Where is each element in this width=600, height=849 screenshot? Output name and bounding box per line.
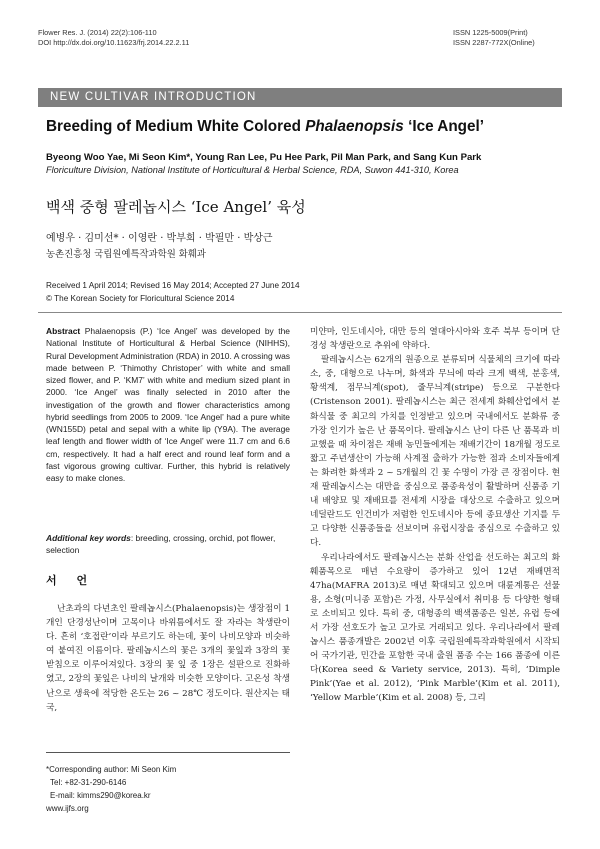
right-paragraph-2: 팔레놉시스는 62개의 원종으로 분류되며 식물체의 크기에 따라 소, 중, 대형으로 나누며, 화색과 무늬에 따라 크게 백색, 분홍색, 황색계, 점무늬계(spot), 줄무늬계(stripe) 등으로 구분한다(Cristenson 2001). 팔레놉시스는 최근 전세계 화훼산업에서 분화식물 중 최고의 가치를 인정받고 있으며 국내에서도 분화류 중 가장 인기가 높은 난 품목이다. 팔레놉시스 난이 다른 난 품목과 비교했을 때 차이점은 재배 농민들에게는 재배기간이 18개월 정도로 짧고 주년생산이 가능해 사계절 출하가 가능한 점과 소비자들에게는 화려한 화색과 2 ~ 5개월의 긴 꽃 수명이 가장 큰 장점이다. 현재 팔레놉시스는 대만을 중심으로 품종육성이 활발하며 신품종 기내 배양묘 및 재배묘를 전세계 시장을 대상으로 수출하고 있으며 네덜란드도 인건비가 저렴한 인도네시아 등에 종묘생산 기지를 두고 다양한 신품종들을 선보이며 유럽시장을 중심으로 수출하고 있다.	[310, 355, 560, 549]
section-band: NEW CULTIVAR INTRODUCTION	[38, 88, 562, 107]
title-genus: Phalaenopsis	[305, 118, 404, 135]
journal-citation: Flower Res. J. (2014) 22(2):106-110	[38, 28, 157, 37]
paper-title	[46, 118, 566, 136]
korean-title: 백색 중형 팔레놉시스 ‘Ice Angel’ 육성	[46, 198, 306, 216]
intro-paragraph-left: 난초과의 다년초인 팔레놉시스(Phalaenopsis)는 생장점이 1개인 단경성난이며 고목이나 바위틈에서도 잘 자라는 착생란이다. 흔히 ‘호접란’이라 부르기도 하는데, 꽃이 나비모양과 비슷하여 붙여진 이름이다. 팔레놉시스의 꽃은 3개의 꽃잎과 3장의 꽃받침으로 이루어져있다. 3장의 꽃 잎 중 1장은 설판으로 진화하였고, 2장의 꽃잎은 나비의 날개와 비슷한 모양이다. 고온성 착생난으로 생육에 적당한 온도는 26 ~ 28℃ 정도이다. 원산지는 태국,	[46, 604, 290, 713]
korean-affiliation: 농촌진흥청 국립원예특작과학원 화훼과	[46, 249, 206, 260]
issn-print: ISSN 1225-5009(Print)	[453, 28, 528, 37]
keywords-label: Additional key words	[46, 533, 131, 543]
copyright-line: © The Korean Society for Floricultural Science 2014	[46, 293, 235, 303]
intro-heading: 서 언	[46, 574, 96, 587]
corresponding-author: *Corresponding author: Mi Seon Kim	[46, 765, 177, 774]
right-column	[310, 325, 560, 706]
received-dates: Received 1 April 2014; Revised 16 May 2014; Accepted 27 June 2014	[46, 281, 300, 290]
title-pre: Breeding of Medium White Colored	[46, 118, 306, 135]
journal-website-link[interactable]: www.ijfs.org	[46, 804, 89, 813]
abstract	[46, 325, 290, 484]
article-dates	[46, 280, 300, 305]
right-paragraph-3: 우리나라에서도 팔레놉시스는 분화 산업을 선도하는 최고의 화훼품목으로 매년 수요량이 증가하고 있어 12년 재배면적 47ha(MAFRA 2013)로 매년 확대되고 있으며 대륜계통은 선물용, 소형(미니종 포함)은 가정, 사무실에서 취미용 등 다양한 형태로 소비되고 있다. 특히 중, 대형종의 백색품종은 일본, 유럽 등에서 가장 선호도가 높고 고가로 거래되고 있다. 우리나라에서 팔레놉시스 품종개발은 2002년 이후 국립원예특작과학원에서 시작되어 국가기관, 민간을 포함한 국내 출원 품종 수는 166 품종에 이른다(Korea seed & Variety service, 2013). 특히, ‘Dimple Pink’(Yae et al. 2012), ‘Pink Marble’(Kim et al. 2011), ‘Yellow Marble’(Kim et al. 2008) 등, 그리	[310, 552, 560, 704]
keywords	[46, 532, 290, 557]
telephone: Tel: +82-31-290-6146	[50, 778, 127, 787]
right-paragraph-1: 미얀마, 인도네시아, 대만 등의 열대아시아와 호주 북부 등이며 단경성 착생란으로 추위에 약하다.	[310, 327, 560, 352]
header-divider	[38, 312, 562, 313]
title-post: ‘Ice Angel’	[403, 118, 485, 135]
korean-authors: 예병우 · 김미선* · 이영란 · 박부희 · 박필만 · 박상근	[46, 233, 273, 244]
footnote-divider	[46, 752, 290, 753]
author-list: Byeong Woo Yae, Mi Seon Kim*, Young Ran Lee, Pu Hee Park, Pil Man Park, and Sang Kun Park	[46, 152, 482, 163]
issn-online: ISSN 2287-772X(Online)	[453, 38, 535, 47]
affiliation: Floriculture Division, National Institute of Horticultural & Herbal Science, RDA, Suwon 441-310, Korea	[46, 165, 459, 175]
email-link[interactable]: E-mail: kimms290@korea.kr	[50, 791, 151, 800]
keywords-text: : breeding, crossing, orchid, pot flower, selection	[46, 533, 276, 556]
footnote	[46, 763, 176, 815]
abstract-label: Abstract	[46, 326, 81, 336]
doi-link[interactable]: DOI http://dx.doi.org/10.11623/frj.2014.22.2.11	[38, 38, 190, 47]
abstract-text: Phalaenopsis (P.) ‘Ice Angel’ was developed by the National Institute of Horticultural & Herbal Science (NIHHS), Rural Development Administration (RDA) in 2010. A crossing was made between P. ‘Thimothy Christoper’ with white and small sized flower, and P. ‘KM7’ with white and medium sized plant in 2000. ‘Ice Angel’ was finally selected in 2010 after the investigation of the growth and flower characteristics among hybrid seedlings from 2005 to 2009. ‘Ice Angel’ had a pure white (WN155D) petal and sepal with a white lip (Y9A). The average leaf length and flower width of ‘Ice Angel’ were 11.7 cm and 6.6 cm, respectively. It had a half erect and round leaf form and a fast vigorous growing cultivar. Further, this hybrid is relatively easy to make clones.	[46, 326, 290, 483]
